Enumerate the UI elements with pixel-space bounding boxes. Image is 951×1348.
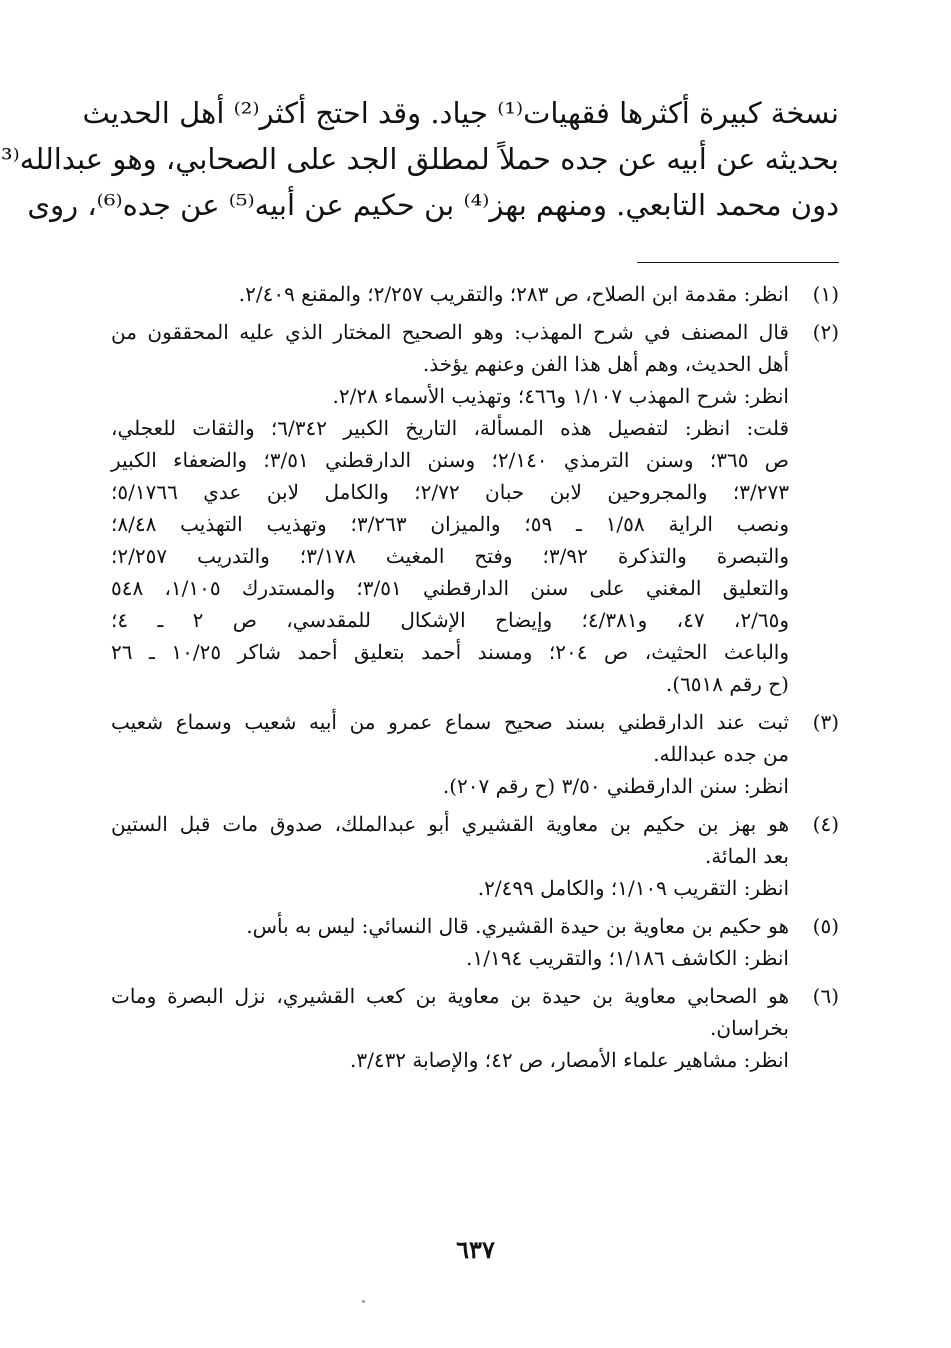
footnote-line: قلت: انظر: لتفصيل هذه المسألة، التاريخ الكبير ٦/٣٤٢؛ والثقات للعجلي، — [111, 416, 789, 440]
footnote-separator — [637, 262, 839, 263]
page-number: ٦٣٧ — [456, 1235, 495, 1264]
footnote-2 — [111, 316, 839, 700]
footnote-line: هو الصحابي معاوية بن حيدة بن معاوية بن كعب القشيري، نزل البصرة ومات — [111, 984, 789, 1008]
footnote-line: أهل الحديث، وهم أهل هذا الفن وعنهم يؤخذ. — [422, 352, 789, 376]
footnote-line: (ح رقم ٦٥١٨). — [665, 672, 789, 696]
footnote-line: والتبصرة والتذكرة ٣/٩٢؛ وفتح المغيث ٣/١٧٨؛ والتدريب ٢/٢٥٧؛ — [111, 544, 789, 568]
footnote-line: بخراسان. — [710, 1016, 789, 1040]
footnote-line: و٢/٦٥، ٤٧، و٤/٣٨١؛ وإيضاح الإشكال للمقدسي، ص ٢ ـ ٤؛ — [111, 608, 789, 632]
footnote-line: بعد المائة. — [704, 844, 789, 868]
footnote-line: هو بهز بن حكيم بن معاوية القشيري أبو عبدالملك، صدوق مات قبل الستين — [111, 812, 789, 836]
footnote-3 — [111, 706, 839, 802]
footnote-1 — [111, 278, 839, 310]
footnote-line: من جده عبدالله. — [653, 742, 789, 766]
footnote-number: (٤) — [812, 812, 839, 836]
footnote-line: ونصب الراية ١/٥٨ ـ ٥٩؛ والميزان ٣/٢٦٣؛ وتهذيب التهذيب ٨/٤٨؛ — [111, 512, 790, 536]
footnote-number: (٣) — [812, 710, 839, 734]
main-text-line: دون محمد التابعي. ومنهم بهز⁽⁴⁾ بن حكيم عن أبيه⁽⁵⁾ عن جده⁽⁶⁾، روى — [27, 188, 839, 222]
footnote-number: (٦) — [812, 984, 839, 1008]
footnote-line: انظر: شرح المهذب ١/١٠٧ و٤٦٦؛ وتهذيب الأسماء ٢/٢٨. — [332, 384, 789, 408]
scan-speck — [362, 1300, 365, 1303]
main-text-line: بحديثه عن أبيه عن جده حملاً لمطلق الجد على الصحابي، وهو عبدالله⁽³ — [1, 142, 839, 176]
footnote-line: انظر: الكاشف ١/١٨٦؛ والتقريب ١/١٩٤. — [466, 946, 789, 970]
main-text-line: نسخة كبيرة أكثرها فقهيات⁽¹⁾ جياد. وقد احتج أكثر⁽²⁾ أهل الحديث — [82, 96, 839, 130]
footnotes — [111, 278, 839, 1082]
footnote-line: ٣/٢٧٣؛ والمجروحين لابن حبان ٢/٧٢؛ والكامل لابن عدي ٥/١٧٦٦؛ — [111, 480, 789, 504]
footnote-5 — [111, 910, 839, 974]
footnote-line: قال المصنف في شرح المهذب: وهو الصحيح المختار الذي عليه المحققون من — [111, 320, 789, 344]
footnote-line: انظر: التقريب ١/١٠٩؛ والكامل ٢/٤٩٩. — [477, 876, 789, 900]
footnote-number: (٢) — [812, 320, 839, 344]
footnote-line: والتعليق المغني على سنن الدارقطني ٣/٥١؛ والمستدرك ١/١٠٥، ٥٤٨ — [111, 576, 789, 600]
footnote-line: انظر: مقدمة ابن الصلاح، ص ٢٨٣؛ والتقريب ٢/٢٥٧؛ والمقنع ٢/٤٠٩. — [238, 282, 789, 306]
footnote-4 — [111, 808, 839, 904]
footnote-number: (٥) — [812, 914, 839, 938]
footnote-line: ثبت عند الدارقطني بسند صحيح سماع عمرو من أبيه شعيب وسماع شعيب — [111, 710, 789, 734]
footnote-line: انظر: سنن الدارقطني ٣/٥٠ (ح رقم ٢٠٧). — [442, 774, 789, 798]
footnote-line: والباعث الحثيث، ص ٢٠٤؛ ومسند أحمد بتعليق أحمد شاكر ١٠/٢٥ ـ ٢٦ — [111, 640, 790, 664]
footnote-number: (١) — [812, 282, 839, 306]
main-text — [1, 90, 839, 228]
footnote-line: انظر: مشاهير علماء الأمصار، ص ٤٢؛ والإصابة ٣/٤٣٢. — [349, 1048, 789, 1072]
footnote-line: ص ٣٦٥؛ وسنن الترمذي ٢/١٤٠؛ وسنن الدارقطني ٣/٥١؛ والضعفاء الكبير — [111, 448, 789, 472]
footnote-line: هو حكيم بن معاوية بن حيدة القشيري. قال النسائي: ليس به بأس. — [246, 914, 789, 938]
footnote-6 — [111, 980, 839, 1076]
